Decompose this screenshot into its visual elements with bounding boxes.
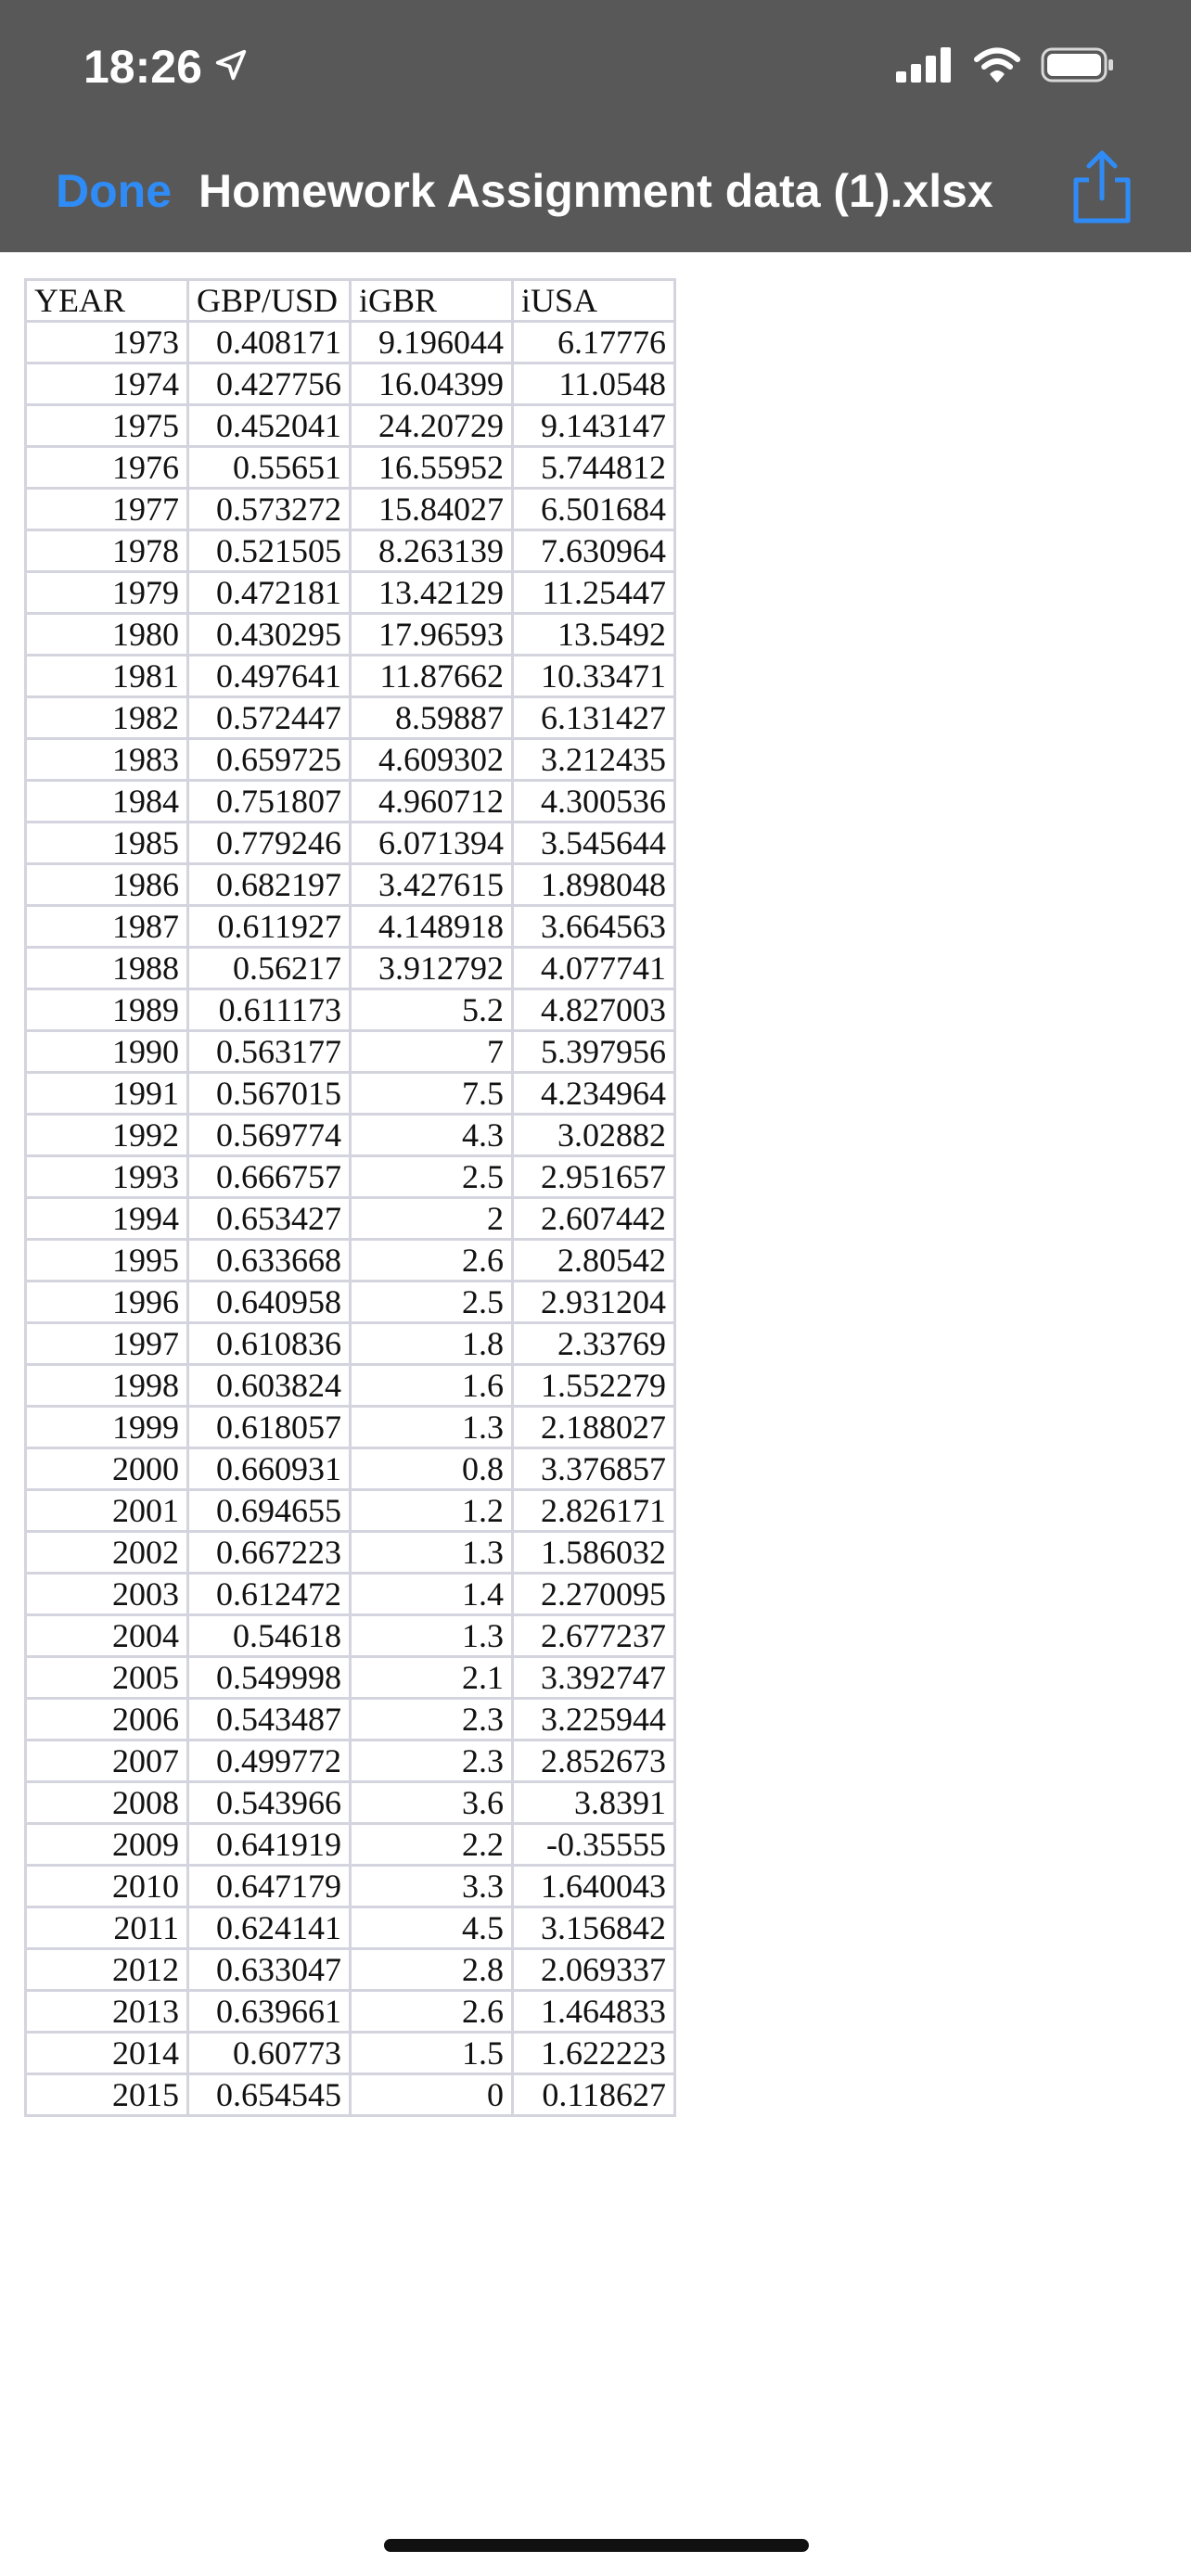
table-cell: 2 bbox=[351, 1198, 513, 1240]
table-cell: 1978 bbox=[26, 530, 188, 572]
table-cell: 0.779246 bbox=[188, 823, 351, 864]
table-row bbox=[26, 1741, 675, 1782]
table-cell: 1.3 bbox=[351, 1615, 513, 1657]
table-cell: 4.827003 bbox=[513, 989, 675, 1031]
table-cell: 8.263139 bbox=[351, 530, 513, 572]
table-cell: 1990 bbox=[26, 1031, 188, 1073]
table-cell: 0.573272 bbox=[188, 489, 351, 530]
table-cell: 3.392747 bbox=[513, 1657, 675, 1699]
table-row bbox=[26, 614, 675, 656]
table-cell: 3.427615 bbox=[351, 864, 513, 906]
table-cell: 0.60773 bbox=[188, 2033, 351, 2074]
table-cell: 3.212435 bbox=[513, 739, 675, 781]
table-row bbox=[26, 1365, 675, 1407]
table-row bbox=[26, 864, 675, 906]
table-cell: 1998 bbox=[26, 1365, 188, 1407]
table-cell: 3.8391 bbox=[513, 1782, 675, 1824]
table-row bbox=[26, 989, 675, 1031]
table-cell: 4.234964 bbox=[513, 1073, 675, 1115]
table-cell: 1.3 bbox=[351, 1407, 513, 1448]
table-cell: 0.549998 bbox=[188, 1657, 351, 1699]
table-row bbox=[26, 1824, 675, 1866]
navigation-bar bbox=[0, 148, 1191, 236]
table-row bbox=[26, 1532, 675, 1574]
table-cell: 3.545644 bbox=[513, 823, 675, 864]
table-cell: 2.607442 bbox=[513, 1198, 675, 1240]
table-cell: 1.552279 bbox=[513, 1365, 675, 1407]
table-row bbox=[26, 322, 675, 363]
table-cell: 0.8 bbox=[351, 1448, 513, 1490]
table-cell: 2.5 bbox=[351, 1156, 513, 1198]
table-cell: 4.609302 bbox=[351, 739, 513, 781]
done-button[interactable]: Done bbox=[56, 165, 172, 217]
table-cell: 0.624141 bbox=[188, 1907, 351, 1949]
table-cell: 3.376857 bbox=[513, 1448, 675, 1490]
table-cell: 1.898048 bbox=[513, 864, 675, 906]
table-cell: 2.069337 bbox=[513, 1949, 675, 1991]
table-cell: 0.563177 bbox=[188, 1031, 351, 1073]
table-cell: 2013 bbox=[26, 1991, 188, 2033]
table-cell: 0.682197 bbox=[188, 864, 351, 906]
table-cell: 0.667223 bbox=[188, 1532, 351, 1574]
table-row bbox=[26, 363, 675, 405]
table-row bbox=[26, 572, 675, 614]
table-cell: 1.2 bbox=[351, 1490, 513, 1532]
table-row bbox=[26, 1782, 675, 1824]
share-icon bbox=[1067, 214, 1137, 230]
table-cell: 3.6 bbox=[351, 1782, 513, 1824]
table-cell: 0.653427 bbox=[188, 1198, 351, 1240]
table-cell: 2006 bbox=[26, 1699, 188, 1741]
table-cell: 0.641919 bbox=[188, 1824, 351, 1866]
table-row bbox=[26, 1615, 675, 1657]
table-cell: 11.87662 bbox=[351, 656, 513, 697]
table-cell: 4.5 bbox=[351, 1907, 513, 1949]
table-row bbox=[26, 405, 675, 447]
table-cell: 6.131427 bbox=[513, 697, 675, 739]
table-cell: 2011 bbox=[26, 1907, 188, 1949]
table-cell: 7.5 bbox=[351, 1073, 513, 1115]
table-cell: 0.612472 bbox=[188, 1574, 351, 1615]
table-cell: 0.640958 bbox=[188, 1282, 351, 1323]
table-cell: 0.56217 bbox=[188, 948, 351, 989]
table-cell: 10.33471 bbox=[513, 656, 675, 697]
table-cell: 4.148918 bbox=[351, 906, 513, 948]
table-cell: 5.2 bbox=[351, 989, 513, 1031]
table-cell: 1974 bbox=[26, 363, 188, 405]
table-row bbox=[26, 1991, 675, 2033]
table-cell: 1.464833 bbox=[513, 1991, 675, 2033]
table-row bbox=[26, 823, 675, 864]
table-cell: 1996 bbox=[26, 1282, 188, 1323]
share-button[interactable] bbox=[1067, 148, 1137, 226]
table-cell: 4.960712 bbox=[351, 781, 513, 823]
table-cell: 1.6 bbox=[351, 1365, 513, 1407]
table-cell: 2.951657 bbox=[513, 1156, 675, 1198]
table-cell: 2003 bbox=[26, 1574, 188, 1615]
table-cell: 1977 bbox=[26, 489, 188, 530]
table-cell: 7.630964 bbox=[513, 530, 675, 572]
table-cell: 16.04399 bbox=[351, 363, 513, 405]
table-cell: 0.430295 bbox=[188, 614, 351, 656]
table-cell: 0.569774 bbox=[188, 1115, 351, 1156]
table-cell: 2.6 bbox=[351, 1991, 513, 2033]
table-cell: 0.659725 bbox=[188, 739, 351, 781]
table-cell: 2012 bbox=[26, 1949, 188, 1991]
table-row bbox=[26, 739, 675, 781]
table-cell: 2010 bbox=[26, 1866, 188, 1907]
table-cell: 2.5 bbox=[351, 1282, 513, 1323]
table-cell: 5.744812 bbox=[513, 447, 675, 489]
table-cell: 9.196044 bbox=[351, 322, 513, 363]
table-cell: 1981 bbox=[26, 656, 188, 697]
table-cell: 2.188027 bbox=[513, 1407, 675, 1448]
table-cell: -0.35555 bbox=[513, 1824, 675, 1866]
table-cell: 11.0548 bbox=[513, 363, 675, 405]
table-cell: 2.8 bbox=[351, 1949, 513, 1991]
table-cell: 0.660931 bbox=[188, 1448, 351, 1490]
table-cell: 4.3 bbox=[351, 1115, 513, 1156]
table-cell: 1984 bbox=[26, 781, 188, 823]
table-cell: 0.55651 bbox=[188, 447, 351, 489]
table-cell: 1997 bbox=[26, 1323, 188, 1365]
table-cell: 0.751807 bbox=[188, 781, 351, 823]
battery-icon bbox=[1041, 46, 1115, 88]
table-cell: 2.2 bbox=[351, 1824, 513, 1866]
table-cell: 0.499772 bbox=[188, 1741, 351, 1782]
table-cell: 0.54618 bbox=[188, 1615, 351, 1657]
table-cell: 1.586032 bbox=[513, 1532, 675, 1574]
table-row bbox=[26, 1574, 675, 1615]
table-cell: 1.640043 bbox=[513, 1866, 675, 1907]
table-row bbox=[26, 1657, 675, 1699]
table-cell: 0.647179 bbox=[188, 1866, 351, 1907]
header-cell: iGBR bbox=[351, 280, 513, 322]
status-time-group bbox=[83, 39, 249, 95]
table-cell: 1994 bbox=[26, 1198, 188, 1240]
table-cell: 9.143147 bbox=[513, 405, 675, 447]
table-row bbox=[26, 1490, 675, 1532]
header-row bbox=[26, 280, 675, 322]
header-cell: iUSA bbox=[513, 280, 675, 322]
table-cell: 2014 bbox=[26, 2033, 188, 2074]
table-cell: 6.071394 bbox=[351, 823, 513, 864]
top-bar bbox=[0, 0, 1191, 252]
table-row bbox=[26, 1407, 675, 1448]
document-title: Homework Assignment data (1).xlsx bbox=[198, 165, 993, 217]
table-cell: 0.567015 bbox=[188, 1073, 351, 1115]
table-cell: 6.501684 bbox=[513, 489, 675, 530]
table-cell: 7 bbox=[351, 1031, 513, 1073]
table-cell: 0.633668 bbox=[188, 1240, 351, 1282]
table-cell: 3.912792 bbox=[351, 948, 513, 989]
table-cell: 1979 bbox=[26, 572, 188, 614]
table-cell: 1982 bbox=[26, 697, 188, 739]
table-row bbox=[26, 906, 675, 948]
table-cell: 1986 bbox=[26, 864, 188, 906]
table-cell: 0.610836 bbox=[188, 1323, 351, 1365]
table-cell: 2002 bbox=[26, 1532, 188, 1574]
table-cell: 24.20729 bbox=[351, 405, 513, 447]
table-cell: 1975 bbox=[26, 405, 188, 447]
table-row bbox=[26, 2033, 675, 2074]
table-cell: 13.5492 bbox=[513, 614, 675, 656]
table-cell: 2009 bbox=[26, 1824, 188, 1866]
table-cell: 3.664563 bbox=[513, 906, 675, 948]
table-cell: 8.59887 bbox=[351, 697, 513, 739]
table-cell: 0.543487 bbox=[188, 1699, 351, 1741]
table-cell: 15.84027 bbox=[351, 489, 513, 530]
table-cell: 0.452041 bbox=[188, 405, 351, 447]
table-row bbox=[26, 1448, 675, 1490]
table-row bbox=[26, 1699, 675, 1741]
table-cell: 3.225944 bbox=[513, 1699, 675, 1741]
table-row bbox=[26, 1115, 675, 1156]
table-cell: 0 bbox=[351, 2074, 513, 2116]
table-cell: 0.694655 bbox=[188, 1490, 351, 1532]
table-cell: 1.4 bbox=[351, 1574, 513, 1615]
table-cell: 13.42129 bbox=[351, 572, 513, 614]
table-row bbox=[26, 656, 675, 697]
table-cell: 3.156842 bbox=[513, 1907, 675, 1949]
table-row bbox=[26, 1282, 675, 1323]
table-row bbox=[26, 1949, 675, 1991]
table-cell: 2015 bbox=[26, 2074, 188, 2116]
table-cell: 2.6 bbox=[351, 1240, 513, 1282]
cellular-signal-icon bbox=[896, 47, 954, 87]
table-cell: 3.3 bbox=[351, 1866, 513, 1907]
table-cell: 0.618057 bbox=[188, 1407, 351, 1448]
table-row bbox=[26, 530, 675, 572]
table-cell: 0.408171 bbox=[188, 322, 351, 363]
table-cell: 2.677237 bbox=[513, 1615, 675, 1657]
table-cell: 16.55952 bbox=[351, 447, 513, 489]
table-cell: 1995 bbox=[26, 1240, 188, 1282]
table-cell: 3.02882 bbox=[513, 1115, 675, 1156]
table-row bbox=[26, 447, 675, 489]
table-cell: 0.118627 bbox=[513, 2074, 675, 2116]
status-time: 18:26 bbox=[83, 41, 202, 93]
table-cell: 1973 bbox=[26, 322, 188, 363]
table-cell: 1.5 bbox=[351, 2033, 513, 2074]
table-cell: 1983 bbox=[26, 739, 188, 781]
table-cell: 0.572447 bbox=[188, 697, 351, 739]
table-cell: 1991 bbox=[26, 1073, 188, 1115]
table-cell: 11.25447 bbox=[513, 572, 675, 614]
table-cell: 0.497641 bbox=[188, 656, 351, 697]
table-cell: 2005 bbox=[26, 1657, 188, 1699]
table-cell: 0.654545 bbox=[188, 2074, 351, 2116]
table-cell: 0.611173 bbox=[188, 989, 351, 1031]
table-cell: 0.666757 bbox=[188, 1156, 351, 1198]
table-cell: 2.270095 bbox=[513, 1574, 675, 1615]
table-cell: 0.543966 bbox=[188, 1782, 351, 1824]
table-cell: 0.472181 bbox=[188, 572, 351, 614]
table-cell: 2.852673 bbox=[513, 1741, 675, 1782]
table-cell: 1999 bbox=[26, 1407, 188, 1448]
table-cell: 2008 bbox=[26, 1782, 188, 1824]
spreadsheet-table bbox=[24, 278, 676, 2117]
table-cell: 1985 bbox=[26, 823, 188, 864]
table-cell: 2.826171 bbox=[513, 1490, 675, 1532]
table-row bbox=[26, 489, 675, 530]
table-cell: 1992 bbox=[26, 1115, 188, 1156]
table-row bbox=[26, 1323, 675, 1365]
table-row bbox=[26, 1866, 675, 1907]
table-cell: 2.3 bbox=[351, 1741, 513, 1782]
header-cell: YEAR bbox=[26, 280, 188, 322]
table-cell: 2.1 bbox=[351, 1657, 513, 1699]
table-cell: 2.931204 bbox=[513, 1282, 675, 1323]
table-cell: 4.300536 bbox=[513, 781, 675, 823]
wifi-icon bbox=[974, 47, 1020, 87]
table-row bbox=[26, 1198, 675, 1240]
table-cell: 0.521505 bbox=[188, 530, 351, 572]
table-cell: 1993 bbox=[26, 1156, 188, 1198]
table-cell: 2.3 bbox=[351, 1699, 513, 1741]
table-cell: 0.639661 bbox=[188, 1991, 351, 2033]
table-cell: 0.603824 bbox=[188, 1365, 351, 1407]
table-row bbox=[26, 697, 675, 739]
table-row bbox=[26, 1156, 675, 1198]
table-cell: 4.077741 bbox=[513, 948, 675, 989]
table-cell: 2004 bbox=[26, 1615, 188, 1657]
table-row bbox=[26, 781, 675, 823]
status-icons bbox=[896, 46, 1115, 88]
table-row bbox=[26, 1031, 675, 1073]
table-row bbox=[26, 1240, 675, 1282]
table-row bbox=[26, 2074, 675, 2116]
home-indicator[interactable] bbox=[384, 2539, 809, 2552]
table-cell: 1.3 bbox=[351, 1532, 513, 1574]
location-arrow-icon bbox=[213, 39, 249, 95]
table-row bbox=[26, 948, 675, 989]
table-cell: 2.33769 bbox=[513, 1323, 675, 1365]
table-cell: 1976 bbox=[26, 447, 188, 489]
table-cell: 6.17776 bbox=[513, 322, 675, 363]
table-cell: 1988 bbox=[26, 948, 188, 989]
table-cell: 1989 bbox=[26, 989, 188, 1031]
table-row bbox=[26, 1907, 675, 1949]
table-cell: 5.397956 bbox=[513, 1031, 675, 1073]
table-cell: 0.633047 bbox=[188, 1949, 351, 1991]
table-cell: 1.622223 bbox=[513, 2033, 675, 2074]
table-cell: 17.96593 bbox=[351, 614, 513, 656]
table-cell: 2001 bbox=[26, 1490, 188, 1532]
table-cell: 0.611927 bbox=[188, 906, 351, 948]
table-cell: 2007 bbox=[26, 1741, 188, 1782]
header-cell: GBP/USD bbox=[188, 280, 351, 322]
table-cell: 0.427756 bbox=[188, 363, 351, 405]
table-cell: 2.80542 bbox=[513, 1240, 675, 1282]
table-cell: 1.8 bbox=[351, 1323, 513, 1365]
table-cell: 2000 bbox=[26, 1448, 188, 1490]
table-cell: 1987 bbox=[26, 906, 188, 948]
table-cell: 1980 bbox=[26, 614, 188, 656]
table-row bbox=[26, 1073, 675, 1115]
